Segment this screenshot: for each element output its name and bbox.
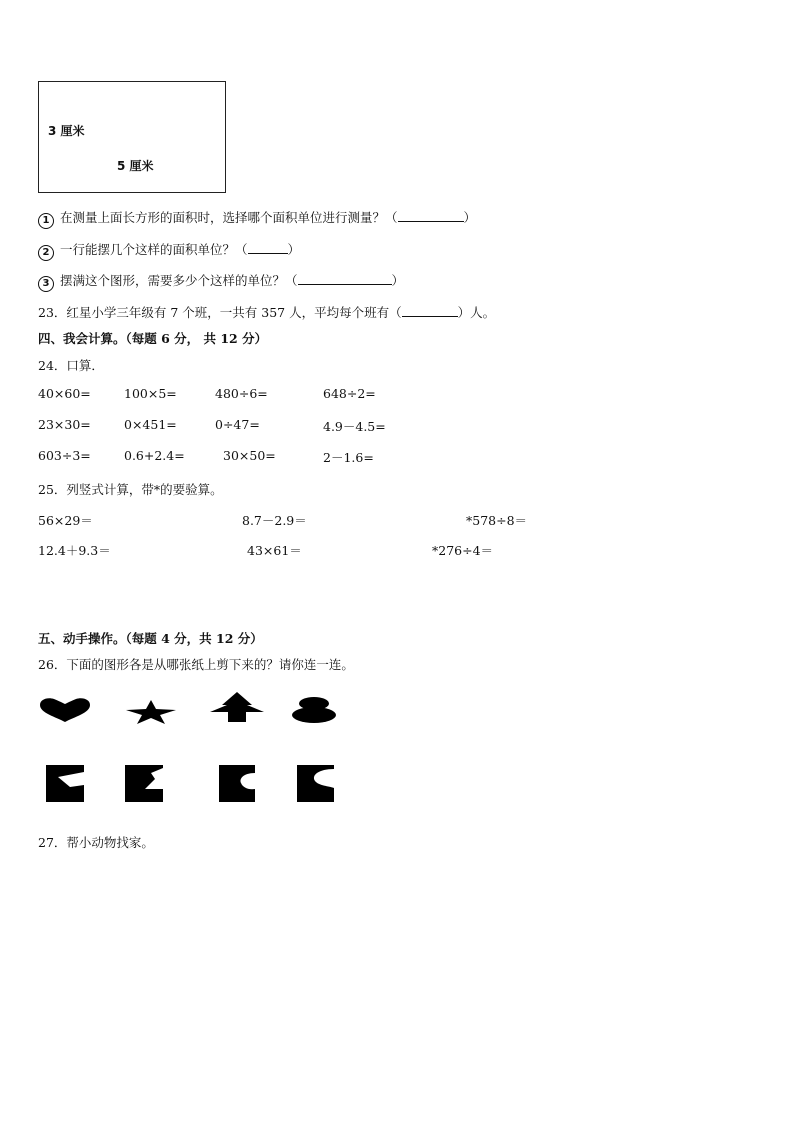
paper-cutout-3[interactable] (219, 765, 255, 802)
answer-blank[interactable] (398, 210, 464, 222)
q22-item-2: 2 一行能摆几个这样的面积单位？（ ） (38, 240, 300, 261)
q25-cell: 8.7－2.9＝ (242, 513, 307, 528)
circled-number: 1 (38, 213, 54, 229)
q24-cell: 480÷6= (215, 386, 268, 401)
width-label: 5 厘米 (117, 159, 154, 173)
q26-title: 26．下面的图形各是从哪张纸上剪下来的？请你连一连。 (38, 657, 354, 672)
q24-cell: 0÷47= (215, 417, 260, 432)
circled-number: 2 (38, 245, 54, 261)
q24-cell: 603÷3= (38, 448, 91, 463)
q22-item-1: 1 在测量上面长方形的面积时，选择哪个面积单位进行测量？（ ） (38, 208, 476, 229)
q24-cell: 100×5= (124, 386, 177, 401)
q25-cell: 56×29＝ (38, 513, 93, 528)
q24-cell: 0×451= (124, 417, 177, 432)
q24-cell: 30×50= (223, 448, 276, 463)
q25-cell: 12.4＋9.3＝ (38, 543, 111, 558)
q24-cell: 648÷2= (323, 386, 376, 401)
section-4-heading: 四、我会计算。（每题 6 分， 共 12 分） (38, 331, 268, 346)
q24-cell: 40×60= (38, 386, 91, 401)
answer-blank[interactable] (402, 305, 458, 317)
q24-title: 24．口算． (38, 358, 104, 373)
q22-item-3: 3 摆满这个图形，需要多少个这样的单位？（ ） (38, 271, 404, 292)
q25-cell: 43×61＝ (247, 543, 302, 558)
paper-cutout-1[interactable] (46, 765, 84, 802)
q24-cell: 2－1.6= (323, 450, 374, 465)
q24-cell: 4.9－4.5= (323, 419, 386, 434)
q24-cell: 23×30= (38, 417, 91, 432)
paper-cutout-2[interactable] (125, 765, 163, 802)
q23-question: 23．红星小学三年级有 7 个班，一共有 357 人，平均每个班有（ ）人。 (38, 305, 496, 320)
answer-blank[interactable] (298, 273, 392, 285)
mushroom-shape[interactable] (291, 697, 337, 723)
q25-cell: *578÷8＝ (466, 513, 528, 528)
q25-title: 25．列竖式计算，带*的要验算。 (38, 482, 223, 497)
height-label: 3 厘米 (48, 124, 85, 138)
section-5-heading: 五、动手操作。（每题 4 分，共 12 分） (38, 631, 263, 646)
q27-title: 27．帮小动物找家。 (38, 835, 154, 850)
heart-shape[interactable] (38, 697, 92, 723)
arrow-tree-shape[interactable] (210, 692, 264, 722)
answer-blank[interactable] (248, 242, 288, 254)
circled-number: 3 (38, 276, 54, 292)
q25-cell: *276÷4＝ (432, 543, 494, 558)
paper-cutout-4[interactable] (297, 765, 334, 802)
q24-cell: 0.6+2.4= (124, 448, 185, 463)
star-shape[interactable] (126, 700, 176, 724)
